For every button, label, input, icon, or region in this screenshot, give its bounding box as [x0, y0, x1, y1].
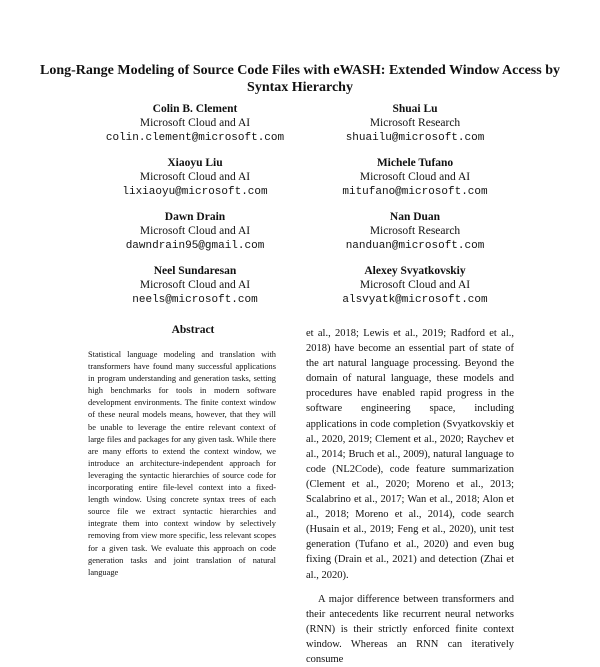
author-name: Nan Duan — [389, 211, 441, 223]
author-block — [80, 156, 310, 199]
author-name: Xiaoyu Liu — [167, 157, 223, 169]
author-block — [300, 102, 530, 145]
author-name: Dawn Drain — [164, 211, 226, 223]
author-affiliation: Microsoft Cloud and AI — [359, 171, 471, 183]
author-email[interactable]: nanduan@microsoft.com — [345, 240, 485, 252]
intro-paragraph: A major difference between transformers and their antecedents like recurrent neural networks (RNN) is their strictly enforced finite context window. Whereas an RNN can iteratively consume — [306, 593, 514, 665]
author-email[interactable]: alsvyatk@microsoft.com — [342, 294, 488, 306]
author-affiliation: Microsoft Cloud and AI — [139, 279, 251, 291]
intro-paragraph: et al., 2018; Lewis et al., 2019; Radford et al., 2018) have become an essential part of state of the art natural language processing. Beyond the domain of natural language, these models and procedures have enabled rapid progress in the software engineering space, including applications in code completion (Svyatkovskiy et al., 2020, 2019; Clement et al., 2020; Raychev et al., 2014; Bruch et al., 2009), natural language to code (NL2Code), code feature summarization (Clement et al., 2020; Moreno et al., 2013; Scalabrino et al., 2017; Wan et al., 2018; Alon et al., 2018; Moreno et al., 2014), code search (Husain et al., 2019; Feng et al., 2020), unit test generation (Tufano et al., 2020) and even bug fixing (Drain et al., 2021) and detection (Zhai et al., 2020). — [306, 328, 514, 581]
author-block — [80, 102, 310, 145]
author-name: Colin B. Clement — [152, 103, 238, 115]
author-email[interactable]: neels@microsoft.com — [132, 294, 258, 306]
author-affiliation: Microsoft Cloud and AI — [139, 117, 251, 129]
author-affiliation: Microsoft Research — [369, 117, 461, 129]
author-affiliation: Microsoft Cloud and AI — [139, 171, 251, 183]
author-name: Shuai Lu — [392, 103, 438, 115]
author-email[interactable]: shuailu@microsoft.com — [345, 132, 485, 144]
author-block — [300, 156, 530, 199]
author-affiliation: Microsoft Research — [369, 225, 461, 237]
author-affiliation: Microsoft Cloud and AI — [139, 225, 251, 237]
author-email[interactable]: lixiaoyu@microsoft.com — [122, 186, 268, 198]
author-name: Neel Sundaresan — [153, 265, 237, 277]
introduction-text — [306, 326, 514, 667]
author-email[interactable]: mitufano@microsoft.com — [342, 186, 488, 198]
paper-title: Long-Range Modeling of Source Code Files with eWASH: Extended Window Access by Syntax Hierarchy — [40, 63, 560, 95]
author-block — [80, 264, 310, 307]
author-name: Alexey Svyatkovskiy — [364, 265, 466, 277]
abstract-heading: Abstract — [171, 324, 215, 336]
author-email[interactable]: dawndrain95@gmail.com — [125, 240, 265, 252]
author-block — [80, 210, 310, 253]
author-block — [300, 264, 530, 307]
author-block — [300, 210, 530, 253]
author-name: Michele Tufano — [376, 157, 454, 169]
abstract-text: Statistical language modeling and translation with transformers have found many successful applications in program understanding and generation tasks, setting high benchmarks for tools in modern software development environments. The finite context window of these neural models means, however, that they will be unable to leverage the entire relevant context of large files and packages for any given task. While there are many efforts to extend the context window, we introduce an architecture-independent approach for leveraging the syntactic hierarchies of source code for incorporating entire file-level context into a fixed-length window. Using concrete syntax trees of each source file we extract syntactic hierarchies and integrate them into context window by selectively removing from view more specific, less relevant scopes for a given task. We evaluate this approach on code generation tasks and joint translation of natural language — [88, 350, 276, 577]
author-email[interactable]: colin.clement@microsoft.com — [105, 132, 285, 144]
author-affiliation: Microsoft Cloud and AI — [359, 279, 471, 291]
